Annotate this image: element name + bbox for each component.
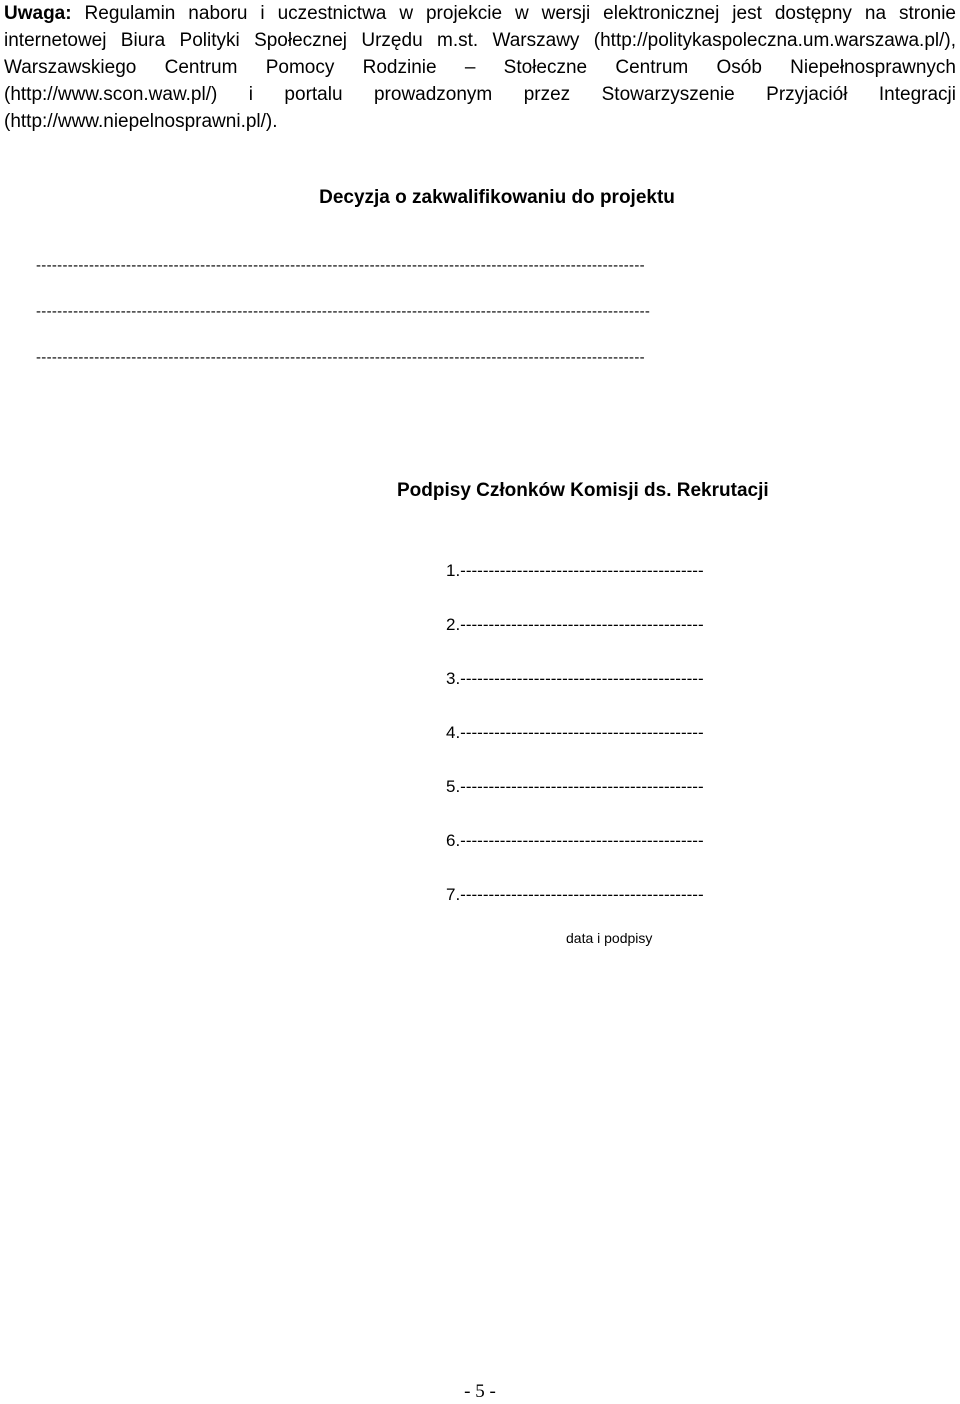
notice-line-1 <box>4 0 956 27</box>
notice-label: Uwaga: <box>4 3 72 24</box>
page-number: - 5 - <box>464 1381 496 1402</box>
notice-line-3: Warszawskiego Centrum Pomocy Rodzinie – Stołeczne Centrum Osób Niepełnosprawnych <box>4 57 956 78</box>
signature-line-3: 3.------------------------------------------- <box>446 669 704 688</box>
signature-line-4: 4.------------------------------------------- <box>446 723 704 742</box>
signature-line-2: 2.------------------------------------------- <box>446 615 704 634</box>
notice-line-5: (http://www.niepelnosprawni.pl/). <box>4 111 278 132</box>
signature-caption: data i podpisy <box>566 930 653 946</box>
signature-line-7: 7.------------------------------------------- <box>446 885 704 904</box>
notice-paragraph <box>4 0 956 135</box>
decision-line-2: -------------------------------------------------------------------------------------------------------------------- <box>36 303 651 320</box>
notice-line-4: (http://www.scon.waw.pl/) i portalu prowadzonym przez Stowarzyszenie Przyjaciół Integracji <box>4 84 956 105</box>
decision-line-3: ------------------------------------------------------------------------------------------------------------------- <box>36 349 645 366</box>
decision-line-1: ------------------------------------------------------------------------------------------------------------------- <box>36 257 645 274</box>
notice-text-1: Regulamin naboru i uczestnictwa w projekcie w wersji elektronicznej jest dostępny na stronie <box>84 3 956 24</box>
signatures-title: Podpisy Członków Komisji ds. Rekrutacji <box>397 480 769 501</box>
signature-line-1: 1.------------------------------------------- <box>446 561 704 580</box>
signature-line-5: 5.------------------------------------------- <box>446 777 704 796</box>
decision-title: Decyzja o zakwalifikowaniu do projektu <box>319 187 675 208</box>
signature-list <box>446 560 704 938</box>
signature-line-6: 6.------------------------------------------- <box>446 831 704 850</box>
notice-line-2: internetowej Biura Polityki Społecznej Urzędu m.st. Warszawy (http://politykaspoleczna.um.warszawa.pl/), <box>4 30 956 51</box>
